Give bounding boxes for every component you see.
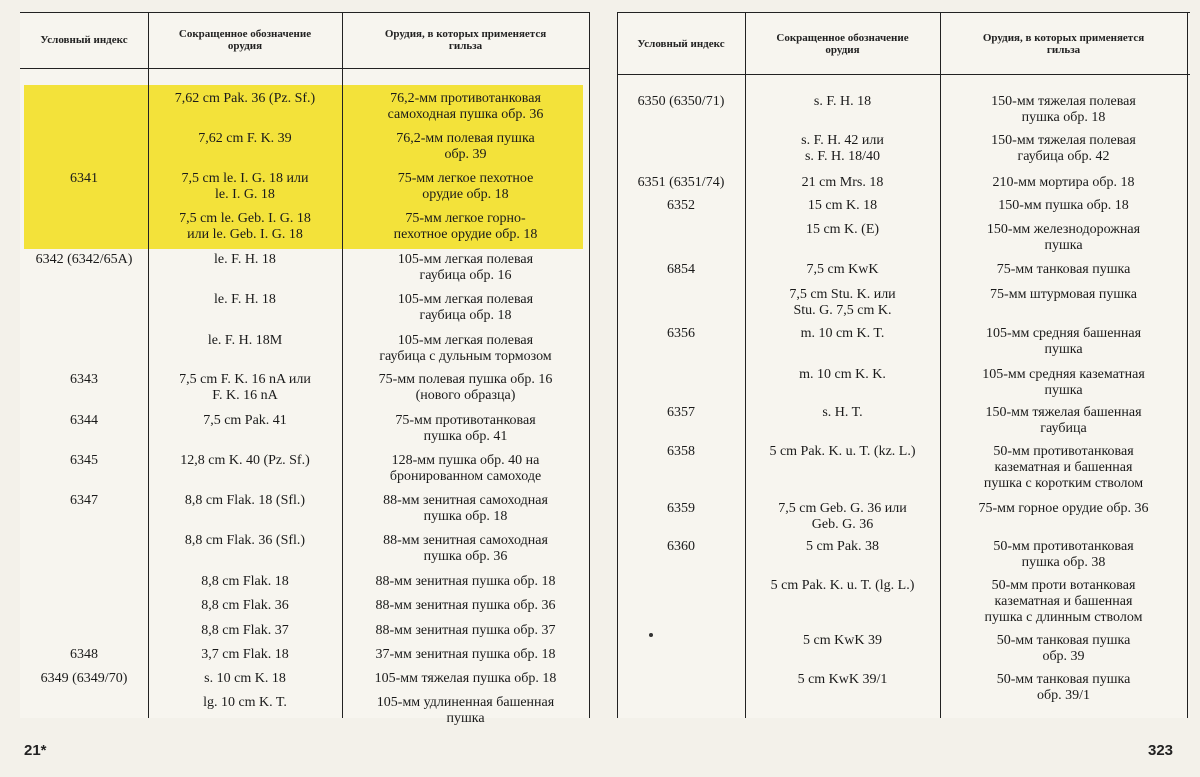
left-page	[20, 12, 590, 726]
row-guns: 105-мм удлиненная башенная пушка	[376, 695, 555, 726]
row-designation: le. F. H. 18M	[207, 333, 283, 348]
row-designation: 8,8 cm Flak. 36	[201, 598, 289, 613]
table-top-rule	[617, 12, 1190, 13]
table-top-rule	[20, 12, 590, 13]
row-designation: lg. 10 cm K. T.	[203, 695, 287, 710]
row-designation: 5 cm KwK 39/1	[797, 672, 888, 687]
row-index: 6352	[667, 198, 695, 213]
row-designation: 7,5 cm F. K. 16 nA или F. K. 16 nA	[179, 372, 311, 403]
row-designation: 12,8 cm K. 40 (Pz. Sf.)	[180, 453, 310, 468]
row-designation: 8,8 cm Flak. 36 (Sfl.)	[184, 533, 306, 548]
row-guns: 150-мм железнодорожная пушка	[986, 222, 1141, 253]
row-index: 6349 (6349/70)	[40, 671, 128, 686]
row-designation: 7,5 cm Pak. 41	[203, 413, 287, 428]
row-index: 6348	[70, 647, 98, 662]
row-designation: le. F. H. 18	[214, 292, 276, 307]
header-designation: Сокращенное обозначение орудия	[178, 28, 312, 52]
row-designation: 5 cm Pak. K. u. T. (kz. L.)	[769, 444, 916, 459]
row-guns: 150-мм пушка обр. 18	[998, 198, 1129, 213]
row-designation: 15 cm K. (E)	[805, 222, 880, 237]
row-designation: s. H. T.	[822, 405, 863, 420]
row-guns: 105-мм легкая полевая гаубица обр. 18	[397, 292, 534, 323]
row-index: 6854	[667, 262, 695, 277]
row-index: 6342 (6342/65А)	[35, 252, 133, 267]
row-guns: 50-мм противотанковая пушка обр. 38	[993, 539, 1134, 570]
row-guns: 76,2-мм противотанковая самоходная пушка обр. 36	[387, 91, 544, 122]
row-guns: 88-мм зенитная самоходная пушка обр. 18	[383, 493, 548, 524]
row-designation: 7,5 cm le. Geb. I. G. 18 или le. Geb. I. G. 18	[179, 211, 311, 242]
row-guns: 88-мм зенитная пушка обр. 36	[375, 598, 556, 613]
header-index: Условный индекс	[637, 38, 725, 50]
row-index: 6347	[70, 493, 98, 508]
row-designation: le. F. H. 18	[214, 252, 276, 267]
header-rule	[20, 68, 590, 69]
row-designation: m. 10 cm K. K.	[799, 367, 886, 382]
right-page	[617, 12, 1190, 718]
row-index: 6356	[667, 326, 695, 341]
row-guns: 75-мм легкое пехотное орудие обр. 18	[397, 171, 534, 202]
row-index: 6341	[70, 171, 98, 186]
column-divider	[940, 12, 941, 718]
row-guns: 105-мм средняя казематная пушка	[982, 367, 1145, 398]
row-guns: 88-мм зенитная пушка обр. 18	[375, 574, 556, 589]
column-divider	[745, 12, 746, 718]
row-guns: 150-мм тяжелая полевая пушка обр. 18	[991, 94, 1136, 125]
row-guns: 150-мм тяжелая башенная гаубица	[985, 405, 1142, 436]
row-guns: 50-мм противотанковая казематная и башенная пушка с коротким стволом	[983, 444, 1144, 491]
header-guns: Орудия, в которых применяется гильза	[982, 32, 1145, 56]
row-guns: 88-мм зенитная самоходная пушка обр. 36	[383, 533, 548, 564]
page-number-left: 21*	[24, 742, 47, 759]
row-designation: s. F. H. 18	[813, 94, 872, 109]
row-designation: 7,62 cm F. K. 39	[198, 131, 292, 146]
column-divider	[617, 12, 618, 718]
row-designation: 3,7 cm Flak. 18	[201, 647, 289, 662]
row-index: 6344	[70, 413, 98, 428]
header-index: Условный индекс	[40, 34, 128, 46]
row-index: 6351 (6351/74)	[637, 175, 725, 190]
row-guns: 105-мм легкая полевая гаубица с дульным тормозом	[379, 333, 552, 364]
row-designation: 21 cm Mrs. 18	[801, 175, 884, 190]
row-guns: 150-мм тяжелая полевая гаубица обр. 42	[991, 133, 1136, 164]
header-guns: Орудия, в которых применяется гильза	[384, 28, 547, 52]
row-index: 6359	[667, 501, 695, 516]
row-designation: 8,8 cm Flak. 37	[201, 623, 289, 638]
row-index: 6350 (6350/71)	[637, 94, 725, 109]
column-divider	[1187, 12, 1188, 718]
row-designation: 8,8 cm Flak. 18 (Sfl.)	[184, 493, 306, 508]
row-index: 6343	[70, 372, 98, 387]
row-designation: s. 10 cm K. 18	[204, 671, 286, 686]
row-guns: 128-мм пушка обр. 40 на бронированном самоходе	[389, 453, 542, 484]
row-designation: 5 cm KwK 39	[803, 633, 882, 648]
row-guns: 75-мм противотанковая пушка обр. 41	[395, 413, 536, 444]
row-guns: 105-мм легкая полевая гаубица обр. 16	[397, 252, 534, 283]
header-rule	[617, 74, 1190, 75]
row-guns: 88-мм зенитная пушка обр. 37	[375, 623, 556, 638]
row-index: 6357	[667, 405, 695, 420]
row-guns: 37-мм зенитная пушка обр. 18	[375, 647, 556, 662]
row-designation: 8,8 cm Flak. 18	[201, 574, 289, 589]
row-guns: 105-мм тяжелая пушка обр. 18	[374, 671, 557, 686]
row-guns: 50-мм танковая пушка обр. 39	[996, 633, 1131, 664]
row-guns: 50-мм проти вотанковая казематная и башенная пушка с длинным стволом	[984, 578, 1143, 625]
row-guns: 75-мм полевая пушка обр. 16 (нового образца)	[378, 372, 553, 403]
row-designation: 7,5 cm Geb. G. 36 или Geb. G. 36	[778, 501, 907, 532]
row-guns: 75-мм горное орудие обр. 36	[978, 501, 1149, 516]
row-index: 6358	[667, 444, 695, 459]
column-divider	[589, 12, 590, 718]
row-index: 6345	[70, 453, 98, 468]
column-divider	[148, 12, 149, 718]
row-designation: m. 10 cm K. T.	[800, 326, 885, 341]
print-speck	[649, 633, 653, 637]
row-guns: 50-мм танковая пушка обр. 39/1	[996, 672, 1131, 703]
row-guns: 75-мм штурмовая пушка	[990, 287, 1137, 302]
row-designation: 7,5 cm KwK	[806, 262, 879, 277]
row-designation: 5 cm Pak. 38	[805, 539, 880, 554]
row-index: 6360	[667, 539, 695, 554]
column-divider	[342, 12, 343, 718]
row-guns: 105-мм средняя башенная пушка	[985, 326, 1142, 357]
row-guns: 75-мм легкое горно- пехотное орудие обр. 18	[393, 211, 538, 242]
row-designation: 15 cm K. 18	[807, 198, 878, 213]
row-designation: 7,62 cm Pak. 36 (Pz. Sf.)	[174, 91, 316, 106]
row-guns: 75-мм танковая пушка	[996, 262, 1131, 277]
row-designation: 7,5 cm Stu. K. или Stu. G. 7,5 cm K.	[789, 287, 896, 318]
row-guns: 210-мм мортира обр. 18	[992, 175, 1135, 190]
row-designation: s. F. H. 42 или s. F. H. 18/40	[801, 133, 884, 164]
row-guns: 76,2-мм полевая пушка обр. 39	[396, 131, 535, 162]
page-number-right: 323	[1148, 742, 1174, 759]
row-designation: 5 cm Pak. K. u. T. (lg. L.)	[770, 578, 915, 593]
row-designation: 7,5 cm le. I. G. 18 или le. I. G. 18	[181, 171, 309, 202]
header-designation: Сокращенное обозначение орудия	[776, 32, 909, 56]
